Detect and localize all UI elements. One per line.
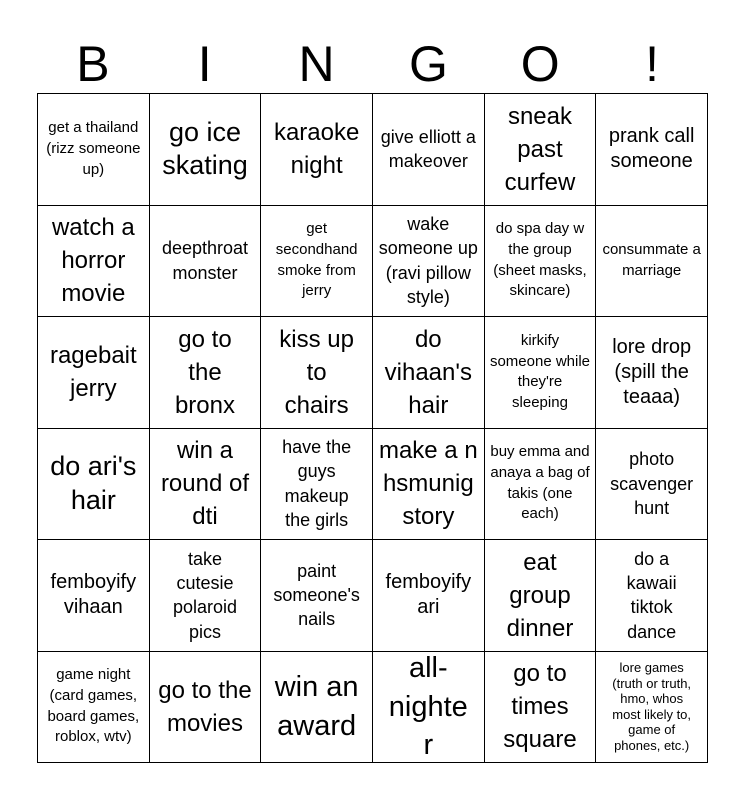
bingo-cell[interactable] [373,652,485,764]
header-letter-b: B [76,36,110,92]
cell-text: get secondhand smoke from jerry [275,220,358,300]
cell-text: consummate a marriage [602,241,701,279]
bingo-cell[interactable] [38,206,150,318]
cell-text: do ari's hair [50,451,137,515]
cell-text: ragebait jerry [49,342,137,403]
cell-text: kiss up to chairs [279,325,354,419]
bingo-cell[interactable] [261,540,373,652]
cell-text: paint someone's nails [273,560,360,630]
bingo-cell[interactable] [150,429,262,541]
cell-text: make a nhsmunig story [378,437,478,531]
bingo-cell[interactable] [150,540,262,652]
cell-text: karaoke night [273,119,360,180]
bingo-cell[interactable] [38,317,150,429]
bingo-cell[interactable] [373,429,485,541]
bingo-cell[interactable] [150,652,262,764]
bingo-cell[interactable] [485,540,597,652]
header-letter-exclamation: ! [645,36,660,92]
cell-text: femboyify vihaan [50,571,137,619]
cell-text: do vihaan's hair [384,325,472,419]
cell-text: eat group dinner [506,548,574,642]
cell-text: win an award [274,671,359,742]
cell-text: go ice skating [162,116,248,181]
bingo-cell[interactable] [373,540,485,652]
bingo-cell[interactable] [485,206,597,318]
bingo-cell[interactable] [150,94,262,206]
cell-text: take cutesie polaroid pics [172,548,237,642]
bingo-cell[interactable] [261,206,373,318]
cell-text: deepthroat monster [161,238,249,283]
bingo-cell[interactable] [373,94,485,206]
cell-text: kirkify someone while they're sleeping [489,331,591,411]
bingo-cell[interactable] [38,652,150,764]
bingo-cell[interactable] [596,652,708,764]
cell-text: game night (card games, board games, roblox, wtv) [47,666,140,746]
header-letter-n: N [298,36,335,92]
cell-text: sneak past curfew [504,102,576,196]
cell-text: lore drop (spill the teaaa) [612,335,692,408]
cell-text: photo scavenger hunt [610,449,694,518]
bingo-cell[interactable] [485,652,597,764]
cell-text: go to the movies [158,676,252,737]
bingo-cell[interactable] [596,94,708,206]
bingo-cell[interactable] [485,94,597,206]
bingo-cell[interactable] [261,94,373,206]
header-letter-o: O [520,36,560,92]
cell-text: get a thailand (rizz someone up) [46,119,141,178]
bingo-cell[interactable] [150,317,262,429]
bingo-cell[interactable] [596,429,708,541]
bingo-cell[interactable] [150,206,262,318]
header-letter-g: G [408,36,448,92]
bingo-cell[interactable] [596,206,708,318]
cell-text: go to times square [503,660,577,754]
bingo-cell[interactable] [596,317,708,429]
bingo-cell[interactable] [261,652,373,764]
bingo-cell[interactable] [596,540,708,652]
cell-text: lore games (truth or truth, hmo, whos most likely to, game of phones, etc.) [612,659,692,753]
cell-text: win a round of dti [160,437,250,531]
cell-text: do spa day w the group (sheet masks, skincare) [493,220,587,300]
bingo-cell[interactable] [261,317,373,429]
cell-text: femboyify ari [385,571,472,619]
cell-text: watch a horror movie [51,214,135,308]
cell-text: do a kawaii tiktok dance [626,548,677,642]
bingo-cell[interactable] [38,429,150,541]
cell-text: give elliott a makeover [380,126,476,172]
bingo-header [37,34,708,94]
header-letter-i: I [197,36,212,92]
cell-text: prank call someone [608,125,695,173]
cell-text: go to the bronx [174,325,235,419]
cell-text: all-nighter [388,652,468,761]
bingo-cell[interactable] [38,540,150,652]
bingo-cell[interactable] [373,206,485,318]
bingo-cell[interactable] [38,94,150,206]
bingo-board [37,93,708,763]
bingo-cell[interactable] [485,317,597,429]
bingo-cell[interactable] [485,429,597,541]
bingo-cell[interactable] [261,429,373,541]
bingo-cell[interactable] [373,317,485,429]
cell-text: have the guys makeup the girls [282,437,352,531]
cell-text: wake someone up (ravi pillow style) [378,214,478,308]
cell-text: buy emma and anaya a bag of takis (one each) [490,443,590,523]
